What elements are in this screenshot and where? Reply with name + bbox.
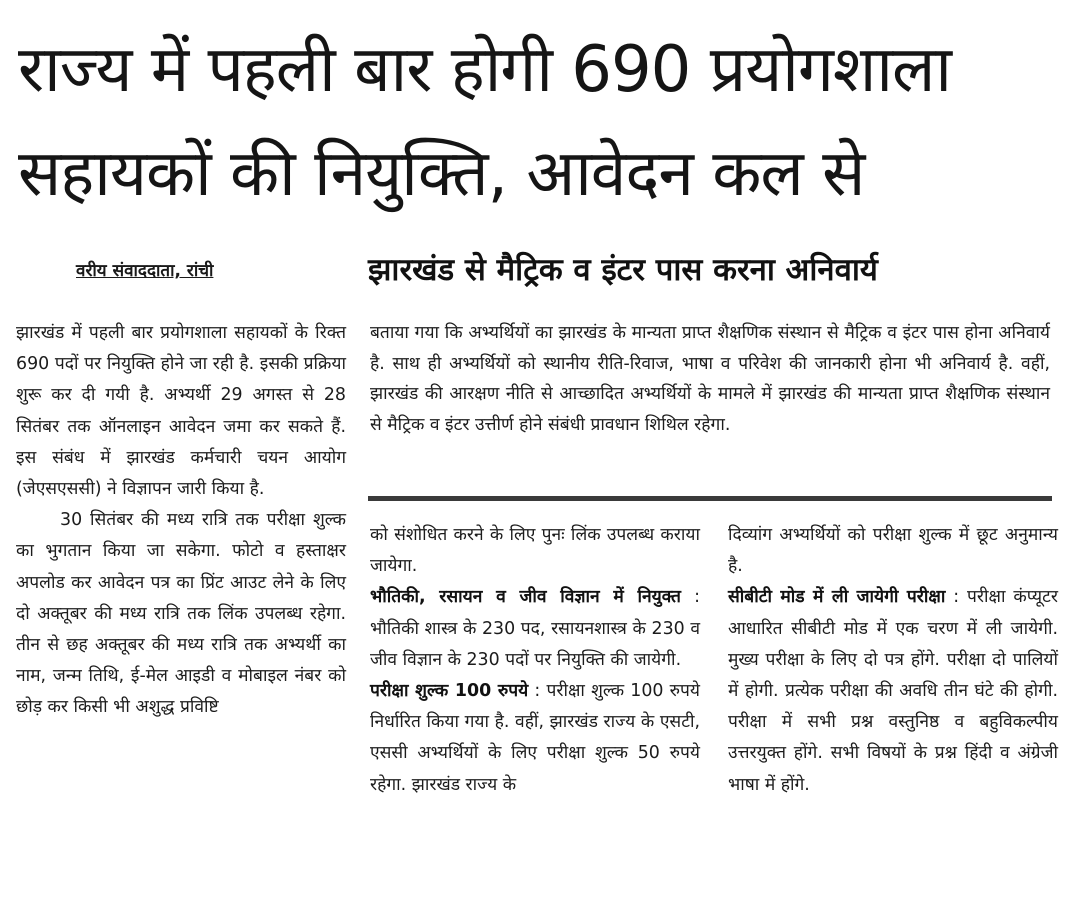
col2-paragraph-3 bbox=[370, 676, 700, 801]
col3-paragraph-2-text: : परीक्षा कंप्यूटर आधारित सीबीटी मोड में एक चरण में ली जायेगी. मुख्य परीक्षा के लिए दो पत्र होंगे. परीक्षा दो पालियों में होगी. प्रत्येक परीक्षा की अवधि तीन घंटे की होगी. परीक्षा में सभी प्रश्न वस्तुनिष्ठ व बहुविकल्पीय उत्तरयुक्त होंगे. सभी विषयों के प्रश्न हिंदी व अंग्रेजी भाषा में होंगे. bbox=[728, 587, 1058, 795]
top-paragraph-text: बताया गया कि अभ्यर्थियों का झारखंड के मान्यता प्राप्त शैक्षणिक संस्थान से मैट्रिक व इंटर पास होना अनिवार्य है. साथ ही अभ्यर्थियों को स्थानीय रीति-रिवाज, भाषा व परिवेश की जानकारी होना भी अनिवार्य है. वहीं, झारखंड की आरक्षण नीति से आच्छादित अभ्यर्थियों के मामले में झारखंड की मान्यता प्राप्त शैक्षणिक संस्थान से मैट्रिक व इंटर उत्तीर्ण होने संबंधी प्रावधान शिथिल रहेगा. bbox=[370, 323, 1050, 435]
col3-paragraph-1: दिव्यांग अभ्यर्थियों को परीक्षा शुल्क में छूट अनुमान्य है. bbox=[728, 525, 1058, 577]
col2-paragraph-2 bbox=[370, 582, 700, 676]
headline bbox=[18, 18, 1068, 226]
headline-line-1: राज्य में पहली बार होगी 690 प्रयोगशाला bbox=[18, 33, 951, 107]
col2-subhead-2: परीक्षा शुल्क 100 रुपये bbox=[370, 681, 529, 702]
column-1 bbox=[16, 318, 346, 724]
section-divider bbox=[368, 496, 1052, 501]
subheading: झारखंड से मैट्रिक व इंटर पास करना अनिवार्य bbox=[368, 252, 878, 288]
col2-paragraph-2-text: : भौतिकी शास्त्र के 230 पद, रसायनशास्त्र के 230 व जीव विज्ञान के 230 पदों पर नियुक्ति की जायेगी. bbox=[370, 587, 700, 670]
col3-subhead-1: सीबीटी मोड में ली जायेगी परीक्षा bbox=[728, 587, 946, 608]
headline-line-2: सहायकों की नियुक्ति, आवेदन कल से bbox=[18, 137, 865, 211]
column-3 bbox=[728, 520, 1058, 801]
col1-paragraph-2: 30 सितंबर की मध्य रात्रि तक परीक्षा शुल्क का भुगतान किया जा सकेगा. फोटो व हस्ताक्षर अपलोड कर आवेदन पत्र का प्रिंट आउट लेने के लिए दो अक्तूबर की मध्य रात्रि तक लिंक उपलब्ध रहेगा. तीन से छह अक्तूबर की मध्य रात्रि तक अभ्यर्थी का नाम, जन्म तिथि, ई-मेल आइडी व मोबाइल नंबर को छोड़ कर किसी भी अशुद्ध प्रविष्टि bbox=[16, 510, 346, 718]
col2-paragraph-3-text: : परीक्षा शुल्क 100 रुपये निर्धारित किया गया है. वहीं, झारखंड राज्य के एसटी, एससी अभ्यर्थियों के लिए परीक्षा शुल्क 50 रुपये रहेगा. झारखंड राज्य के bbox=[370, 681, 700, 795]
top-paragraph bbox=[370, 318, 1050, 440]
col2-subhead-1: भौतिकी, रसायन व जीव विज्ञान में नियुक्त bbox=[370, 587, 681, 608]
column-2 bbox=[370, 520, 700, 801]
col2-paragraph-1: को संशोधित करने के लिए पुनः लिंक उपलब्ध कराया जायेगा. bbox=[370, 525, 700, 577]
col3-paragraph-2 bbox=[728, 582, 1058, 800]
byline: वरीय संवाददाता, रांची bbox=[76, 261, 214, 281]
col1-paragraph-1: झारखंड में पहली बार प्रयोगशाला सहायकों के रिक्त 690 पदों पर नियुक्ति होने जा रही है. इसकी प्रक्रिया शुरू कर दी गयी है. अभ्यर्थी 29 अगस्त से 28 सितंबर तक ऑनलाइन आवेदन जमा कर सकते हैं. इस संबंध में झारखंड कर्मचारी चयन आयोग (जेएसएससी) ने विज्ञापन जारी किया है. bbox=[16, 323, 346, 500]
